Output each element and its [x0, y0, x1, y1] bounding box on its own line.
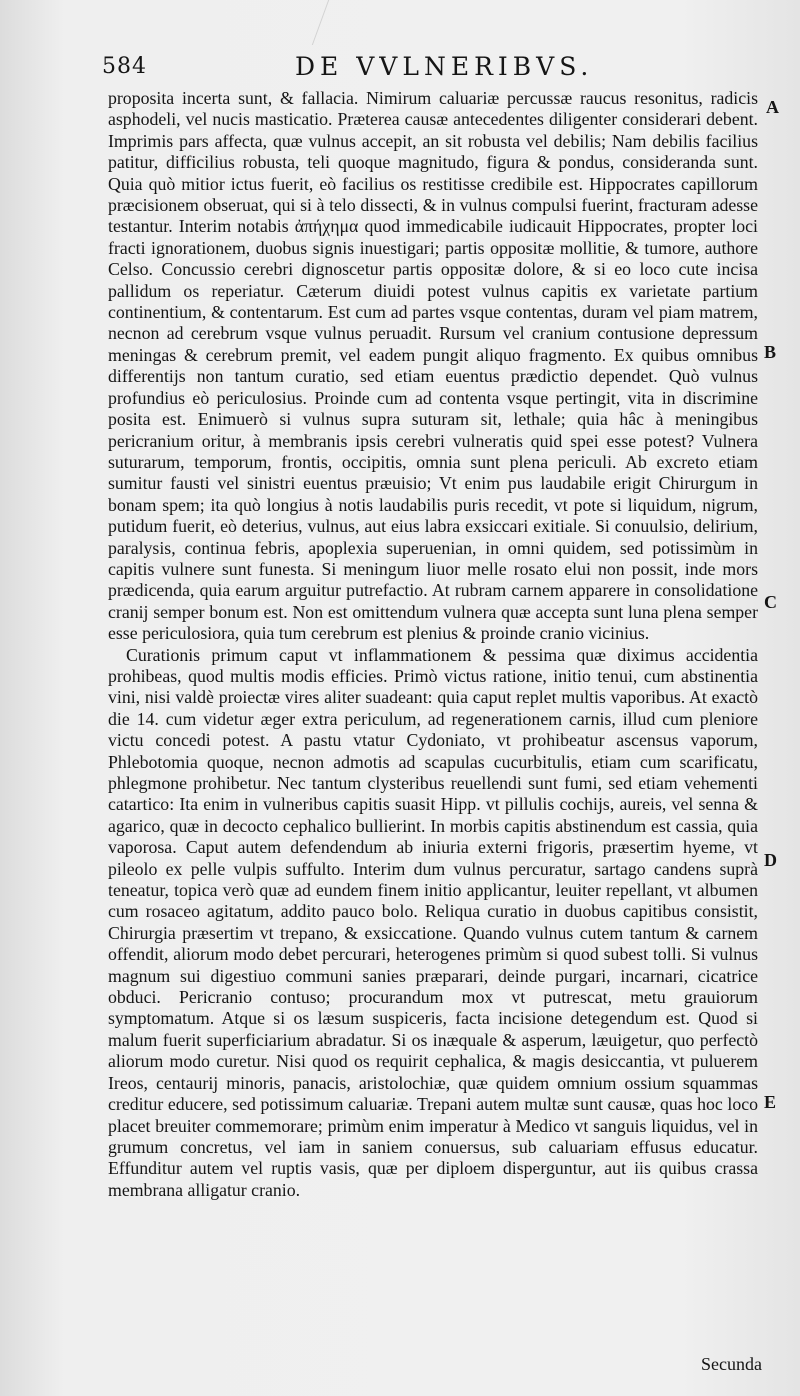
- margin-marker-d: D: [764, 850, 777, 870]
- paragraph-curationis: Curationis primum caput vt inflammationem & pessima quæ diximus accidentia prohibeas, quod multis modis efficies. Primò victus ratione, initio tenui, cum abstinentia vini, nisi valdè proiectæ vires aliter suadeant: quia caput replet multis vaporibus. At exactò die 14. cum videtur æger extra periculum, ad regenerationem carnis, illud cum pleniore victu concedi potest. A pastu vtatur Cydoniato, vt prohibeatur ascensus vaporum, Phlebotomia quoque, necnon admotis ad scapulas cucurbitulis, etiam cum scarificatu, phlegmone prohibetur. Nec tantum clysteribus reuellendi sunt fumi, sed etiam vehementi catartico: Ita enim in vulneribus capitis suasit Hipp. vt pillulis cochijs, aureis, vel senna & agarico, quæ in decocto cephalico bullierint. In morbis capitis abstinendum est cassia, quia vaporosa. Caput autem defendendum ab iniuria externi frigoris, præsertim hyeme, vt pileolo ex pelle vulpis suffulto. Interim dum vulnus percuratur, sartago candens suprà teneatur, topica verò quæ ad eundem finem initio applicantur, leuiter repellant, vt albumen cum rosaceo agitatum, addito pauco bolo. Reliqua curatio in duobus capitibus consistit, Chirurgia præsertim vt trepano, & exsiccatione. Quando vulnus cutem tantum & carnem offendit, aliorum modo debet percurari, heterogenes primùm si quod subest tolli. Si vulnus magnum sui digestiuo communi sanies præparari, deinde purgari, incarnari, cicatrice obduci. Pericranio contuso; procurandum mox vt putrescat, metu grauiorum symptomatum. Atque si os læsum suspiceris, facta incisione detegendum est. Quod si malum fuerit superficiarium abradatur. Si os inæquale & asperum, læuigetur, quo perfectò aliorum modo curetur. Nisi quod os requirit cephalica, & magis desiccantia, vt puluerem Ireos, centaurij minoris, panacis, aristolochiæ, quæ quidem omnium ossium squammas creditur educere, sed potissimum caluariæ. Trepani autem multæ sunt causæ, quas hoc loco placet breuiter commemorare; primùm enim imperatur à Medico vt sanguis liquidus, vel in grumum concretus, vel iam in saniem conuersus, sub caluariam effusus educatur. Effunditur autem vel ruptis vasis, quæ per diploem disperguntur, aut iis quibus crassa membrana alligatur cranio.: [108, 644, 758, 1200]
- margin-marker-c: C: [764, 592, 777, 612]
- catchword: Secunda: [701, 1354, 762, 1374]
- paragraph-continued: proposita incerta sunt, & fallacia. Nimirum caluariæ percussæ raucus resonitus, radicis asphodeli, vel nucis masticatio. Præterea causæ antecedentes diligenter considerari debent. Imprimis pars affecta, quæ vulnus accepit, an sit robusta vel debilis; Nam debilis facilius patitur, difficilius robusta, teli quoque magnitudo, figura & pondus, consideranda sunt. Quia quò mitior ictus fuerit, eò facilius os restitisse credibile est. Hippocrates capillorum præcisionem obseruat, qui si à telo dissecti, & in vulnus compulsi fuerint, fracturam adesse testantur. Interim notabis ἀπήχημα quod immedicabile iudicauit Hippocrates, propter loci fracti ignorationem, duobus signis inuestigari; partis oppositæ mollitie, & tumore, authore Celso. Concussio cerebri dignoscetur partis oppositæ dolore, & si eo loco cute incisa pallidum os reperiatur. Cæterum diuidi potest vulnus capitis ex varietate partium continentium, & contentarum. Est cum ad partes vsque contentas, duram vel piam matrem, necnon ad cerebrum vsque vulnus peruadit. Rursum vel cranium contusione depressum meningas & cerebrum premit, vel eadem pungit aliquo fragmento. Ex quibus omnibus differentijs non tantum curatio, sed etiam euentus prædictio dependet. Quò vulnus profundius eò periculosius. Proinde cum ad contenta vsque pertingit, vita in discrimine posita est. Enimuerò si vulnus supra suturam sit, lethale; quia hâc à meningibus pericranium oritur, à membranis ipsis cerebri vulneratis quid spei esse potest? Vulnera suturarum, temporum, frontis, occipitis, omnia sunt plena periculi. Ab excreto etiam sumitur fausti vel sinistri euentus præuisio; Vt enim pus laudabile erigit Chirurgum in bonam spem; ita quò longius à notis laudabilis puris recedit, vt pote si liquidum, nigrum, putidum fuerit, eò deterius, vulnus, aut eius labra exsiccari exitiale. Si conuulsio, delirium, paralysis, continua febris, apoplexia superuenian, in omni quidem, sed potissimùm in capitis vulnere sunt funesta. Si meningum liuor melle rosato elui non possit, inde mors prædicenda, quia earum arguitur putrefactio. At rubram carnem apparere in consolidatione cranij semper bonum est. Non est omittendum vulnera quæ accepta sunt luna plena semper esse periculosiora, quia tum cerebrum est plenius & proinde cranio vicinius.: [108, 88, 758, 644]
- margin-marker-b: B: [764, 342, 777, 362]
- margin-marker-e: E: [764, 1092, 777, 1112]
- page-number: 584: [102, 54, 147, 79]
- body-text: [108, 88, 758, 1201]
- margin-marker-a: A: [766, 97, 779, 117]
- page-header: [100, 52, 730, 82]
- paper-fold-mark: [242, 0, 329, 45]
- running-title: DE VVLNERIBVS.: [295, 52, 594, 81]
